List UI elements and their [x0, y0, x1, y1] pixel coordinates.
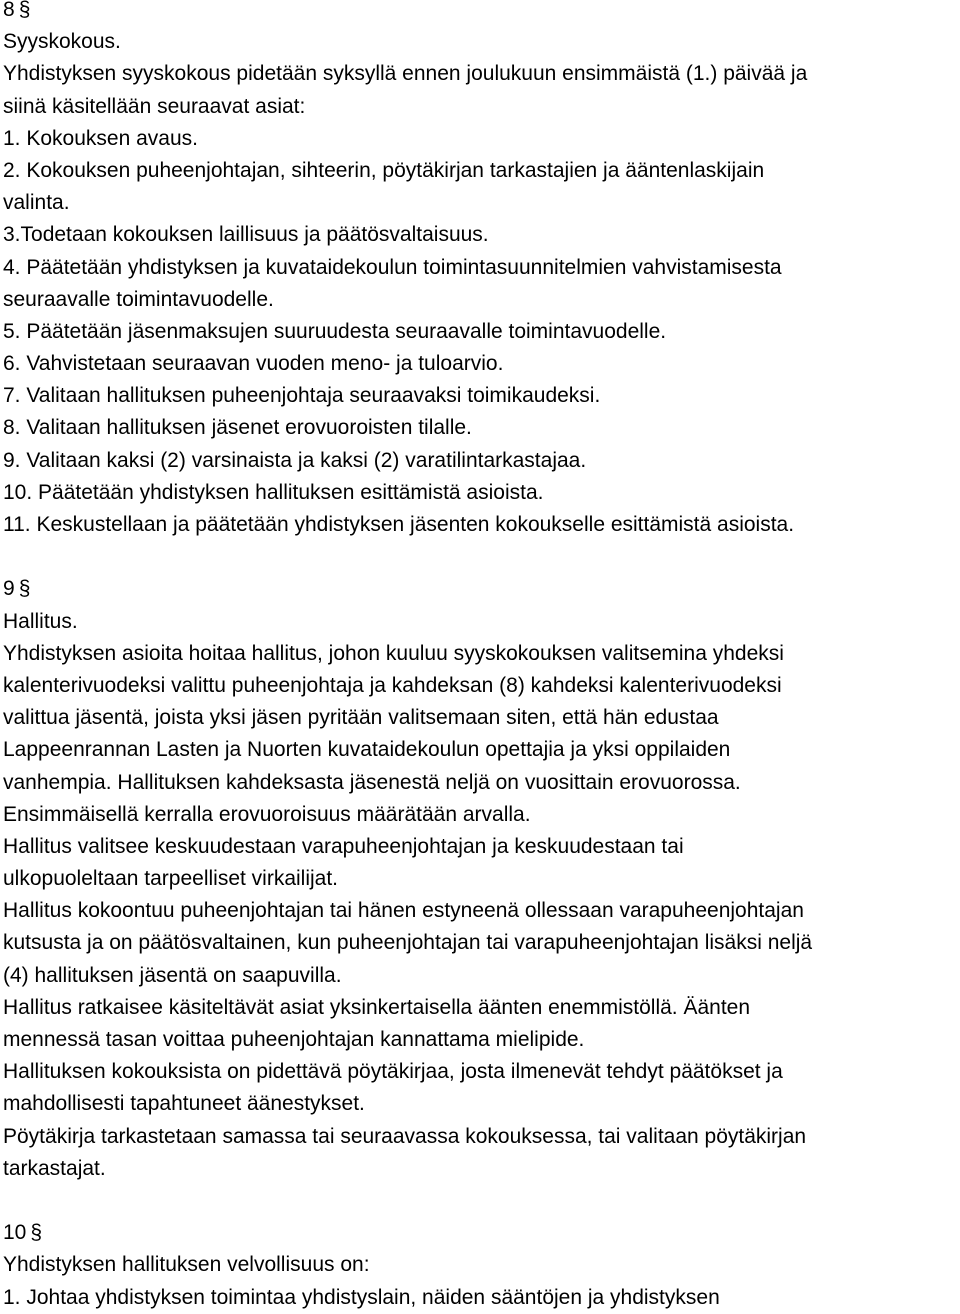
section-number: 8 — [3, 0, 15, 21]
text-line: Hallitus ratkaisee käsiteltävät asiat yksinkertaisella äänten enemmistöllä. Äänten — [3, 995, 751, 1019]
text-line: kalenterivuodeksi valittu puheenjohtaja ja kahdeksan (8) kahdeksi kalenterivuodeksi — [3, 673, 782, 697]
text-line: Hallitus kokoontuu puheenjohtajan tai hänen estyneenä ollessaan varapuheenjohtajan — [3, 899, 804, 923]
text-line: kutsusta ja on päätösvaltainen, kun puheenjohtajan tai varapuheenjohtajan lisäksi neljä — [3, 931, 813, 955]
document-page — [3, 0, 960, 1314]
list-item: 4. Päätetään yhdistyksen ja kuvataidekoulun toimintasuunnitelmien vahvistamisesta — [3, 255, 782, 279]
list-item: 1. Kokouksen avaus. — [3, 126, 198, 150]
section-title: Syyskokous. — [3, 30, 121, 54]
text-line: valittua jäsentä, joista yksi jäsen pyritään valitsemaan siten, että hän edustaa — [3, 706, 719, 730]
list-item: 11. Keskustellaan ja päätetään yhdistyksen jäsenten kokoukselle esittämistä asioista. — [3, 513, 795, 536]
text-line: Yhdistyksen asioita hoitaa hallitus, johon kuuluu syyskokouksen valitsemina yhdeksi — [3, 641, 784, 665]
text-line: Pöytäkirja tarkastetaan samassa tai seuraavassa kokouksessa, tai valitaan pöytäkirjan — [3, 1124, 807, 1148]
section-8 — [3, 0, 960, 541]
section-number: 9 — [3, 577, 15, 601]
text-line: (4) hallituksen jäsentä on saapuvilla. — [3, 963, 342, 987]
text-line: tarkastajat. — [3, 1156, 106, 1180]
text-line: vanhempia. Hallituksen kahdeksasta jäsenestä neljä on vuosittain erovuorossa. — [3, 770, 741, 794]
section-title: Yhdistyksen hallituksen velvollisuus on: — [3, 1253, 370, 1277]
list-item: 9. Valitaan kaksi (2) varsinaista ja kaksi (2) varatilintarkastajaa. — [3, 448, 587, 472]
list-item: 1. Johtaa yhdistyksen toimintaa yhdistyslain, näiden sääntöjen ja yhdistyksen — [3, 1285, 720, 1309]
text-line: valinta. — [3, 191, 70, 215]
section-number: 10 — [3, 1221, 27, 1245]
section-heading — [3, 1217, 960, 1249]
text-line: Yhdistyksen syyskokous pidetään syksyllä ennen joulukuun ensimmäistä (1.) päivää ja — [3, 62, 808, 86]
list-item: 2. Kokouksen puheenjohtajan, sihteerin, pöytäkirjan tarkastajien ja ääntenlaskijain — [3, 158, 765, 182]
text-line: Lappeenrannan Lasten ja Nuorten kuvataidekoulun opettajia ja yksi oppilaiden — [3, 738, 731, 762]
list-item: 10. Päätetään yhdistyksen hallituksen esittämistä asioista. — [3, 480, 544, 504]
section-spacer — [3, 541, 960, 573]
text-line: Hallituksen kokouksista on pidettävä pöytäkirjaa, josta ilmenevät tehdyt päätökset ja — [3, 1060, 783, 1084]
section-symbol: § — [30, 1221, 43, 1245]
list-item: 8. Valitaan hallituksen jäsenet erovuoroisten tilalle. — [3, 416, 472, 440]
text-line: seuraavalle toimintavuodelle. — [3, 287, 274, 311]
section-symbol: § — [18, 577, 31, 601]
section-heading — [3, 573, 960, 605]
text-line: Ensimmäisellä kerralla erovuoroisuus määrätään arvalla. — [3, 802, 531, 826]
section-symbol: § — [18, 0, 31, 21]
section-heading — [3, 0, 960, 26]
list-item: 5. Päätetään jäsenmaksujen suuruudesta seuraavalle toimintavuodelle. — [3, 319, 667, 343]
section-9 — [3, 573, 960, 1185]
list-item: 7. Valitaan hallituksen puheenjohtaja seuraavaksi toimikaudeksi. — [3, 384, 601, 408]
section-spacer — [3, 1185, 960, 1217]
text-line: siinä käsitellään seuraavat asiat: — [3, 94, 306, 118]
section-10 — [3, 1217, 960, 1314]
text-line: mennessä tasan voittaa puheenjohtajan kannattama mielipide. — [3, 1028, 585, 1051]
list-item: 6. Vahvistetaan seuraavan vuoden meno- ja tuloarvio. — [3, 352, 504, 376]
section-title: Hallitus. — [3, 609, 78, 633]
text-line: Hallitus valitsee keskuudestaan varapuheenjohtajan ja keskuudestaan tai — [3, 834, 684, 858]
text-line: mahdollisesti tapahtuneet äänestykset. — [3, 1092, 365, 1116]
list-item: 3.Todetaan kokouksen laillisuus ja päätösvaltaisuus. — [3, 223, 489, 247]
text-line: ulkopuoleltaan tarpeelliset virkailijat. — [3, 867, 339, 891]
